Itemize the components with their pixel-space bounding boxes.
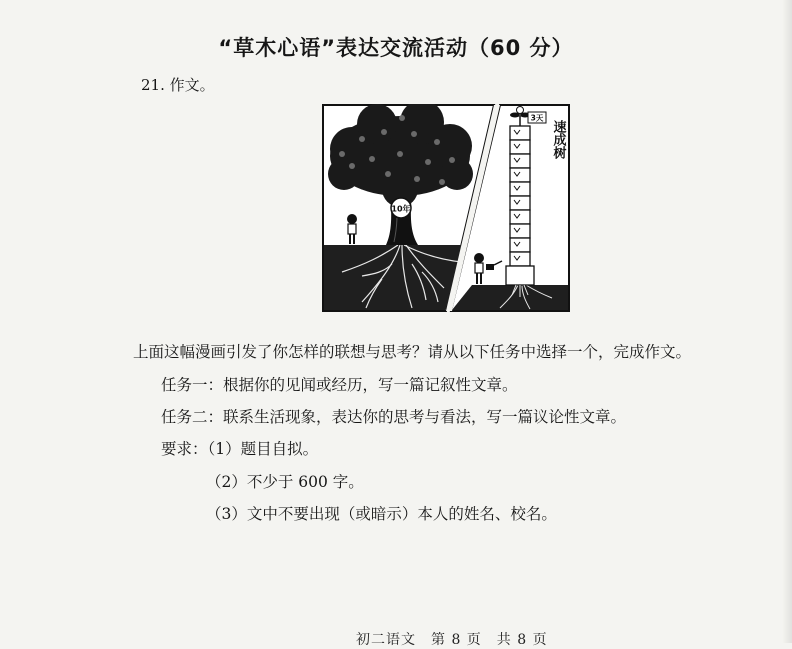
three-day-badge-label: 3天 — [530, 113, 544, 123]
requirement-3: （3）文中不要出现（或暗示）本人的姓名、校名。 — [206, 505, 557, 523]
scan-edge-shadow — [782, 0, 792, 643]
fast-tree-tower — [506, 126, 534, 285]
task-one: 任务一：根据你的见闻或经历，写一篇记叙性文章。 — [161, 376, 518, 394]
page-footer: 初二语文 第 8 页 共 8 页 — [356, 632, 548, 648]
question-number: 21. 作文。 — [141, 76, 215, 94]
essay-prompt: 上面这幅漫画引发了你怎样的联想与思考？请从以下任务中选择一个，完成作文。 — [133, 343, 692, 361]
page-title: “草木心语”表达交流活动（60 分） — [218, 36, 574, 60]
comic-svg — [322, 104, 570, 312]
ten-year-badge-label: 10年 — [391, 204, 411, 214]
requirement-1: 要求：（1）题目自拟。 — [161, 440, 319, 458]
requirement-2: （2）不少于 600 字。 — [206, 473, 364, 491]
comic-illustration — [322, 104, 570, 312]
fast-tree-label: 速成树 — [550, 120, 566, 159]
task-two: 任务二：联系生活现象，表达你的思考与看法，写一篇议论性文章。 — [161, 408, 627, 426]
